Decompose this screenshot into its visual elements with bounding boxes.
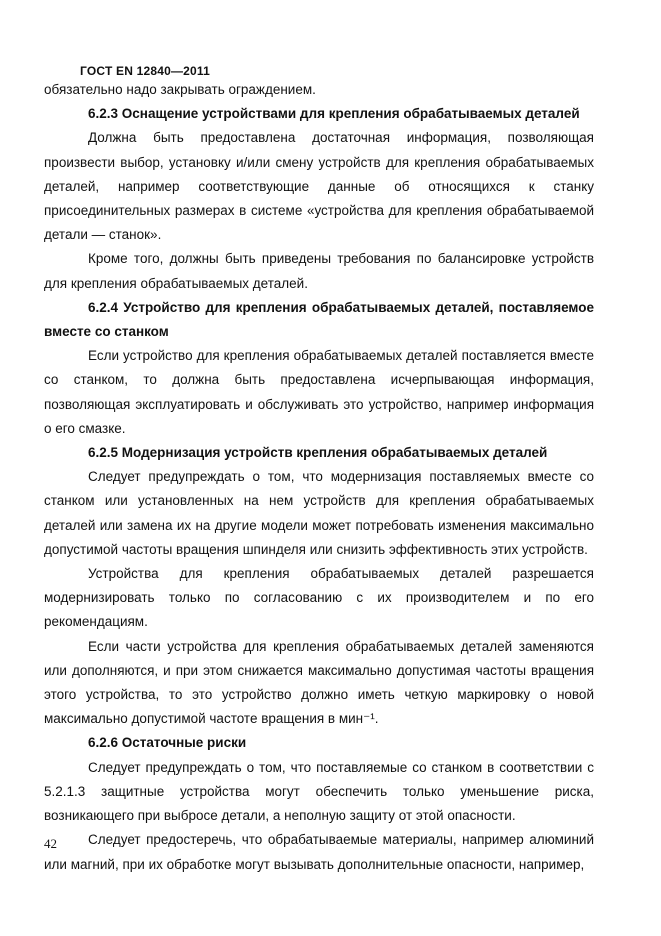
section-heading-6-2-6: 6.2.6 Остаточные риски <box>88 735 247 751</box>
paragraph: Следует предупреждать о том, что поставляемые со станком в соответствии с 5.2.1.3 защитные устройства могут обеспечить только уменьшение риска, возникающего при выбросе детали, а неполную защиту от этой опасности. <box>44 759 594 824</box>
paragraph: Устройства для крепления обрабатываемых деталей разрешается модернизировать только по согласованию с их производителем и по его рекомендациям. <box>44 566 594 630</box>
section-heading-6-2-5: 6.2.5 Модернизация устройств крепления обрабатываемых деталей <box>88 445 548 461</box>
paragraph: Если части устройства для крепления обрабатываемых деталей заменяются или дополняются, и при этом снижается максимально допустимая частоты вращения этого устройства, то это устройство должно иметь четкую маркировку о новой максимально допустимой частоте вращения в мин⁻¹. <box>44 638 594 727</box>
paragraph: Следует предупреждать о том, что модернизация поставляемых вместе со станком или установленных на нем устройств для крепления обрабатываемых деталей или замена их на другие модели может потребовать изменения максимально допустимой частоты вращения шпинделя или снизить эффективность этих устройств. <box>44 469 594 557</box>
document-body <box>44 78 594 877</box>
section-heading-6-2-4: 6.2.4 Устройство для крепления обрабатываемых деталей, поставляемое вместе со станком <box>44 299 594 340</box>
paragraph: Должна быть предоставлена достаточная информация, позволяющая произвести выбор, установку и/или смену устройств для крепления обрабатываемых деталей, например соответствующие данные об относящихся к станку присоединительных размерах в системе «устройства для крепления обрабатываемой детали — станок». <box>44 130 594 243</box>
document-header: ГОСТ EN 12840—2011 <box>80 64 211 78</box>
paragraph: Если устройство для крепления обрабатываемых деталей поставляется вместе со станком, то должна быть предоставлена исчерпывающая информация, позволяющая эксплуатировать и обслуживать это устройство, например информация о его смазке. <box>44 348 594 436</box>
paragraph: Кроме того, должны быть приведены требования по балансировке устройств для крепления обрабатываемых деталей. <box>44 251 594 291</box>
paragraph: Следует предостеречь, что обрабатываемые материалы, например алюминий или магний, при их обработке могут вызывать дополнительные опасности, например, <box>44 832 594 872</box>
paragraph-continuation: обязательно надо закрывать ограждением. <box>44 82 316 97</box>
section-heading-6-2-3: 6.2.3 Оснащение устройствами для крепления обрабатываемых деталей <box>88 106 580 122</box>
page-number: 42 <box>44 836 57 851</box>
